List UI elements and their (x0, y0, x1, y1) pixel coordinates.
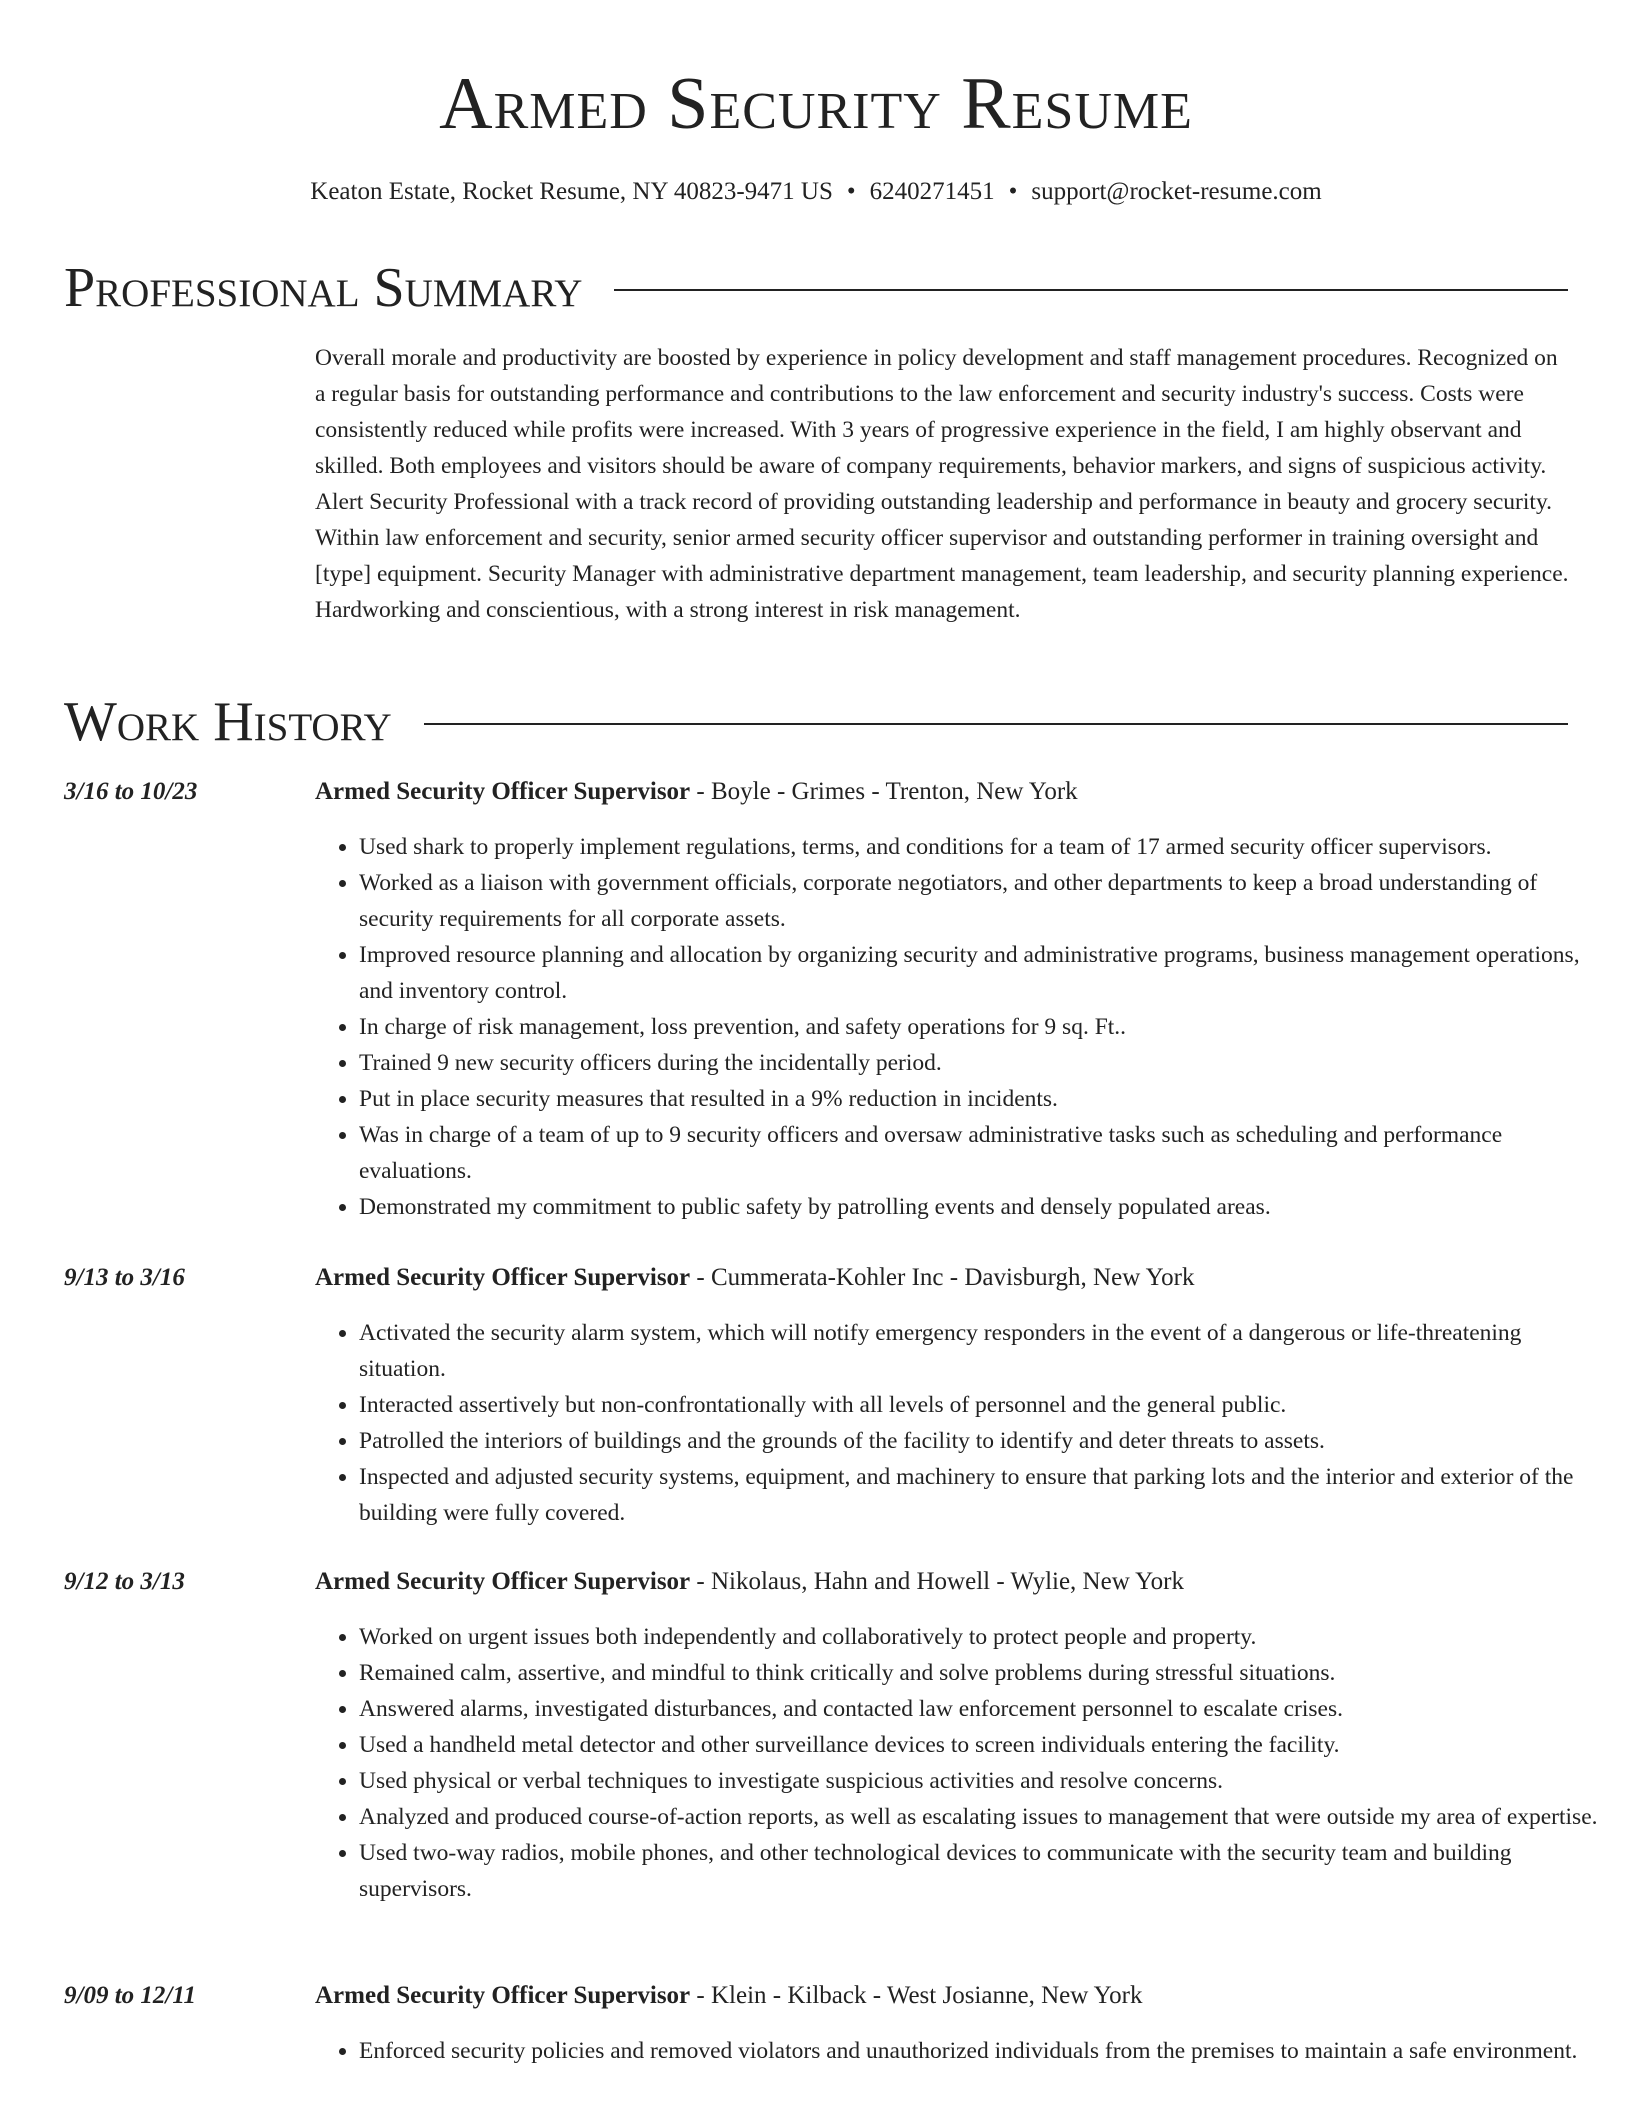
job-bullet: • Worked on urgent issues both independently and collaboratively to protect people and property. (359, 1619, 1612, 1655)
job-employer: - Cummerata-Kohler Inc - Davisburgh, New York (690, 1264, 1195, 1291)
job-bullet: • Activated the security alarm system, which will notify emergency responders in the event of a dangerous or life-threatening situation. (359, 1315, 1612, 1387)
job-employer: - Klein - Kilback - West Josianne, New York (690, 1982, 1143, 2009)
job-bullet: • Enforced security policies and removed violators and unauthorized individuals from the premises to maintain a safe environment. (359, 2033, 1612, 2069)
job-bullet: • Used two-way radios, mobile phones, and other technological devices to communicate with the security team and building supervisors. (359, 1835, 1612, 1907)
job-bullet: • Used a handheld metal detector and other surveillance devices to screen individuals entering the facility. (359, 1727, 1612, 1763)
summary-text: Overall morale and productivity are boosted by experience in policy development and staff management procedures. Recognized on a regular basis for outstanding performance and contributions to the law enforcement and security industry's success. Costs were consistently reduced while profits were increased. With 3 years of progressive experience in the field, I am highly observant and skilled. Both employees and visitors should be aware of company requirements, behavior markers, and signs of suspicious activity. Alert Security Professional with a track record of providing outstanding leadership and performance in beauty and grocery security. Within law enforcement and security, senior armed security officer supervisor and outstanding performer in training oversight and [type] equipment. Security Manager with administrative department management, team leadership, and security planning experience. Hardworking and conscientious, with a strong interest in risk management. (315, 345, 1569, 623)
job-bullet: • Interacted assertively but non-confrontationally with all levels of personnel and the general public. (359, 1387, 1612, 1423)
contact-address: Keaton Estate, Rocket Resume, NY 40823-9471 US (310, 178, 833, 205)
job-role: Armed Security Officer Supervisor (315, 778, 691, 805)
job-role: Armed Security Officer Supervisor (315, 1264, 691, 1291)
job-dates: 9/13 to 3/16 (64, 1264, 185, 1291)
job-employer: - Boyle - Grimes - Trenton, New York (690, 778, 1078, 805)
contact-email: support@rocket-resume.com (1031, 178, 1322, 205)
job-bullet: • Improved resource planning and allocation by organizing security and administrative programs, business management operations, and inventory control. (359, 937, 1612, 1009)
job-bullets (315, 2033, 1612, 2069)
job-dates: 9/12 to 3/13 (64, 1568, 185, 1595)
job-bullet: • Used shark to properly implement regulations, terms, and conditions for a team of 17 armed security officer supervisors. (359, 829, 1612, 865)
job-role: Armed Security Officer Supervisor (315, 1982, 691, 2009)
section-divider (424, 723, 1568, 725)
section-divider (614, 289, 1568, 291)
contact-phone: 6240271451 (869, 178, 995, 205)
job-header (315, 1564, 1568, 1600)
summary-heading-label: Professional Summary (64, 257, 583, 319)
job-bullet: • Used physical or verbal techniques to investigate suspicious activities and resolve concerns. (359, 1763, 1612, 1799)
job-bullet: • Put in place security measures that resulted in a 9% reduction in incidents. (359, 1081, 1612, 1117)
job-bullet: • Answered alarms, investigated disturbances, and contacted law enforcement personnel to escalate crises. (359, 1691, 1612, 1727)
job-bullet: • Demonstrated my commitment to public safety by patrolling events and densely populated areas. (359, 1189, 1612, 1225)
job-employer: - Nikolaus, Hahn and Howell - Wylie, New York (690, 1568, 1184, 1595)
job-bullet: • Worked as a liaison with government officials, corporate negotiators, and other departments to keep a broad understanding of security requirements for all corporate assets. (359, 865, 1612, 937)
job-header (315, 1978, 1568, 2014)
summary-section-heading (64, 256, 1568, 320)
contact-line (0, 176, 1632, 208)
job-bullets (315, 1315, 1612, 1531)
job-bullet: • Analyzed and produced course-of-action reports, as well as escalating issues to management that were outside my area of expertise. (359, 1799, 1612, 1835)
contact-separator: • (846, 178, 856, 205)
work-section-heading (64, 690, 1568, 754)
job-bullets (315, 1619, 1612, 1907)
resume-title: Armed Security Resume (439, 63, 1193, 145)
job-header (315, 774, 1568, 810)
job-dates: 9/09 to 12/11 (64, 1982, 196, 2009)
job-bullet: • Patrolled the interiors of buildings and the grounds of the facility to identify and deter threats to assets. (359, 1423, 1612, 1459)
work-heading-label: Work History (64, 691, 392, 753)
job-bullet: • Was in charge of a team of up to 9 security officers and oversaw administrative tasks such as scheduling and performance evaluations. (359, 1117, 1612, 1189)
job-bullets (315, 829, 1612, 1225)
job-bullet: • Trained 9 new security officers during the incidentally period. (359, 1045, 1612, 1081)
job-bullet: • Remained calm, assertive, and mindful to think critically and solve problems during stressful situations. (359, 1655, 1612, 1691)
contact-separator: • (1008, 178, 1018, 205)
job-bullet: • In charge of risk management, loss prevention, and safety operations for 9 sq. Ft.. (359, 1009, 1612, 1045)
job-role: Armed Security Officer Supervisor (315, 1568, 691, 1595)
job-bullet: • Inspected and adjusted security systems, equipment, and machinery to ensure that parking lots and the interior and exterior of the building were fully covered. (359, 1459, 1612, 1531)
job-dates: 3/16 to 10/23 (64, 778, 198, 805)
job-header (315, 1260, 1568, 1296)
